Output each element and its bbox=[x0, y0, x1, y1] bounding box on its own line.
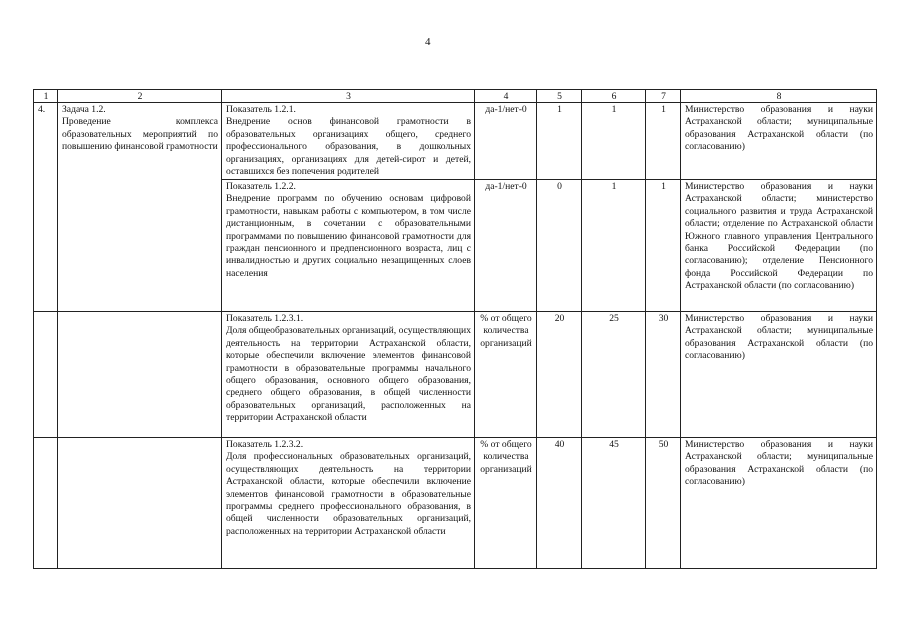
value-cell: 1 bbox=[582, 180, 646, 312]
header-cell: 2 bbox=[58, 90, 222, 103]
indicator-text: Внедрение программ по обучению основам цифровой грамотности, навыкам работы с компьютером, в том числе дистанционным, в сочетании с образовательными программами по повышению финансовой грамотности для граждан пенсионного и предпенсионного возраста, лиц с инвалидностью и других социально незащищенных слоев населения bbox=[226, 193, 471, 279]
indicator-title: Показатель 1.2.1. bbox=[226, 104, 296, 115]
task-number: 4. bbox=[34, 103, 58, 312]
unit-cell: % от общего количества организаций bbox=[475, 312, 537, 438]
task-title: Задача 1.2. bbox=[62, 104, 106, 115]
task-cell bbox=[58, 103, 222, 312]
value-cell: 1 bbox=[582, 103, 646, 180]
empty-cell bbox=[58, 312, 222, 438]
table-row bbox=[34, 312, 877, 438]
task-text: Проведение комплекса образовательных мероприятий по повышению финансовой грамотности bbox=[62, 116, 218, 153]
responsible-cell: Министерство образования и науки Астраханской области; министерство социального развития и труда Астраханской области; отделение по Астраханской области Южного главного управления Центрального банка Российской Федерации (по согласованию); отделение Пенсионного фонда Российской Федерации по Астраханской области (по согласованию) bbox=[681, 180, 877, 312]
page-number: 4 bbox=[425, 36, 431, 48]
value-cell: 1 bbox=[537, 103, 582, 180]
header-cell: 5 bbox=[537, 90, 582, 103]
responsible-cell: Министерство образования и науки Астраханской области; муниципальные образования Астраханской области (по согласованию) bbox=[681, 312, 877, 438]
header-cell: 6 bbox=[582, 90, 646, 103]
unit-cell: да-1/нет-0 bbox=[475, 103, 537, 180]
header-cell: 7 bbox=[646, 90, 681, 103]
table-row bbox=[34, 103, 877, 180]
indicator-cell bbox=[222, 103, 475, 180]
indicator-cell bbox=[222, 438, 475, 569]
header-cell: 4 bbox=[475, 90, 537, 103]
value-cell: 50 bbox=[646, 438, 681, 569]
indicator-text: Доля профессиональных образовательных организаций, осуществляющих деятельность на территории Астраханской области, которые обеспечили включение элементов финансовой грамотности в образовательные программы среднего профессионального образования, в общей численности образовательных организаций, расположенных на территории Астраханской области bbox=[226, 451, 471, 537]
header-cell: 8 bbox=[681, 90, 877, 103]
header-cell: 1 bbox=[34, 90, 58, 103]
value-cell: 1 bbox=[646, 103, 681, 180]
value-cell: 30 bbox=[646, 312, 681, 438]
indicator-cell bbox=[222, 180, 475, 312]
responsible-cell: Министерство образования и науки Астраханской области; муниципальные образования Астраханской области (по согласованию) bbox=[681, 438, 877, 569]
value-cell: 20 bbox=[537, 312, 582, 438]
empty-cell bbox=[58, 438, 222, 569]
header-cell: 3 bbox=[222, 90, 475, 103]
value-cell: 25 bbox=[582, 312, 646, 438]
value-cell: 45 bbox=[582, 438, 646, 569]
indicator-cell bbox=[222, 312, 475, 438]
value-cell: 1 bbox=[646, 180, 681, 312]
value-cell: 0 bbox=[537, 180, 582, 312]
indicators-table bbox=[33, 89, 877, 569]
empty-cell bbox=[34, 438, 58, 569]
responsible-cell: Министерство образования и науки Астраханской области; муниципальные образования Астраханской области (по согласованию) bbox=[681, 103, 877, 180]
table-row bbox=[34, 438, 877, 569]
indicator-title: Показатель 1.2.3.2. bbox=[226, 439, 304, 450]
indicator-title: Показатель 1.2.3.1. bbox=[226, 313, 304, 324]
header-row bbox=[34, 90, 877, 103]
unit-cell: да-1/нет-0 bbox=[475, 180, 537, 312]
unit-cell: % от общего количества организаций bbox=[475, 438, 537, 569]
indicator-text: Доля общеобразовательных организаций, осуществляющих деятельность на территории Астраханской области, которые обеспечили включение элементов финансовой грамотности в образовательные программы начального общего образования, основного общего образования, среднего общего образования, в общей численности образовательных организаций, расположенных на территории Астраханской области bbox=[226, 325, 471, 424]
value-cell: 40 bbox=[537, 438, 582, 569]
indicator-title: Показатель 1.2.2. bbox=[226, 181, 296, 192]
empty-cell bbox=[34, 312, 58, 438]
indicator-text: Внедрение основ финансовой грамотности в образовательных организациях общего, среднего профессионального образования, в дошкольных организациях, организациях для детей-сирот и детей, оставшихся без попечения родителей bbox=[226, 116, 471, 178]
